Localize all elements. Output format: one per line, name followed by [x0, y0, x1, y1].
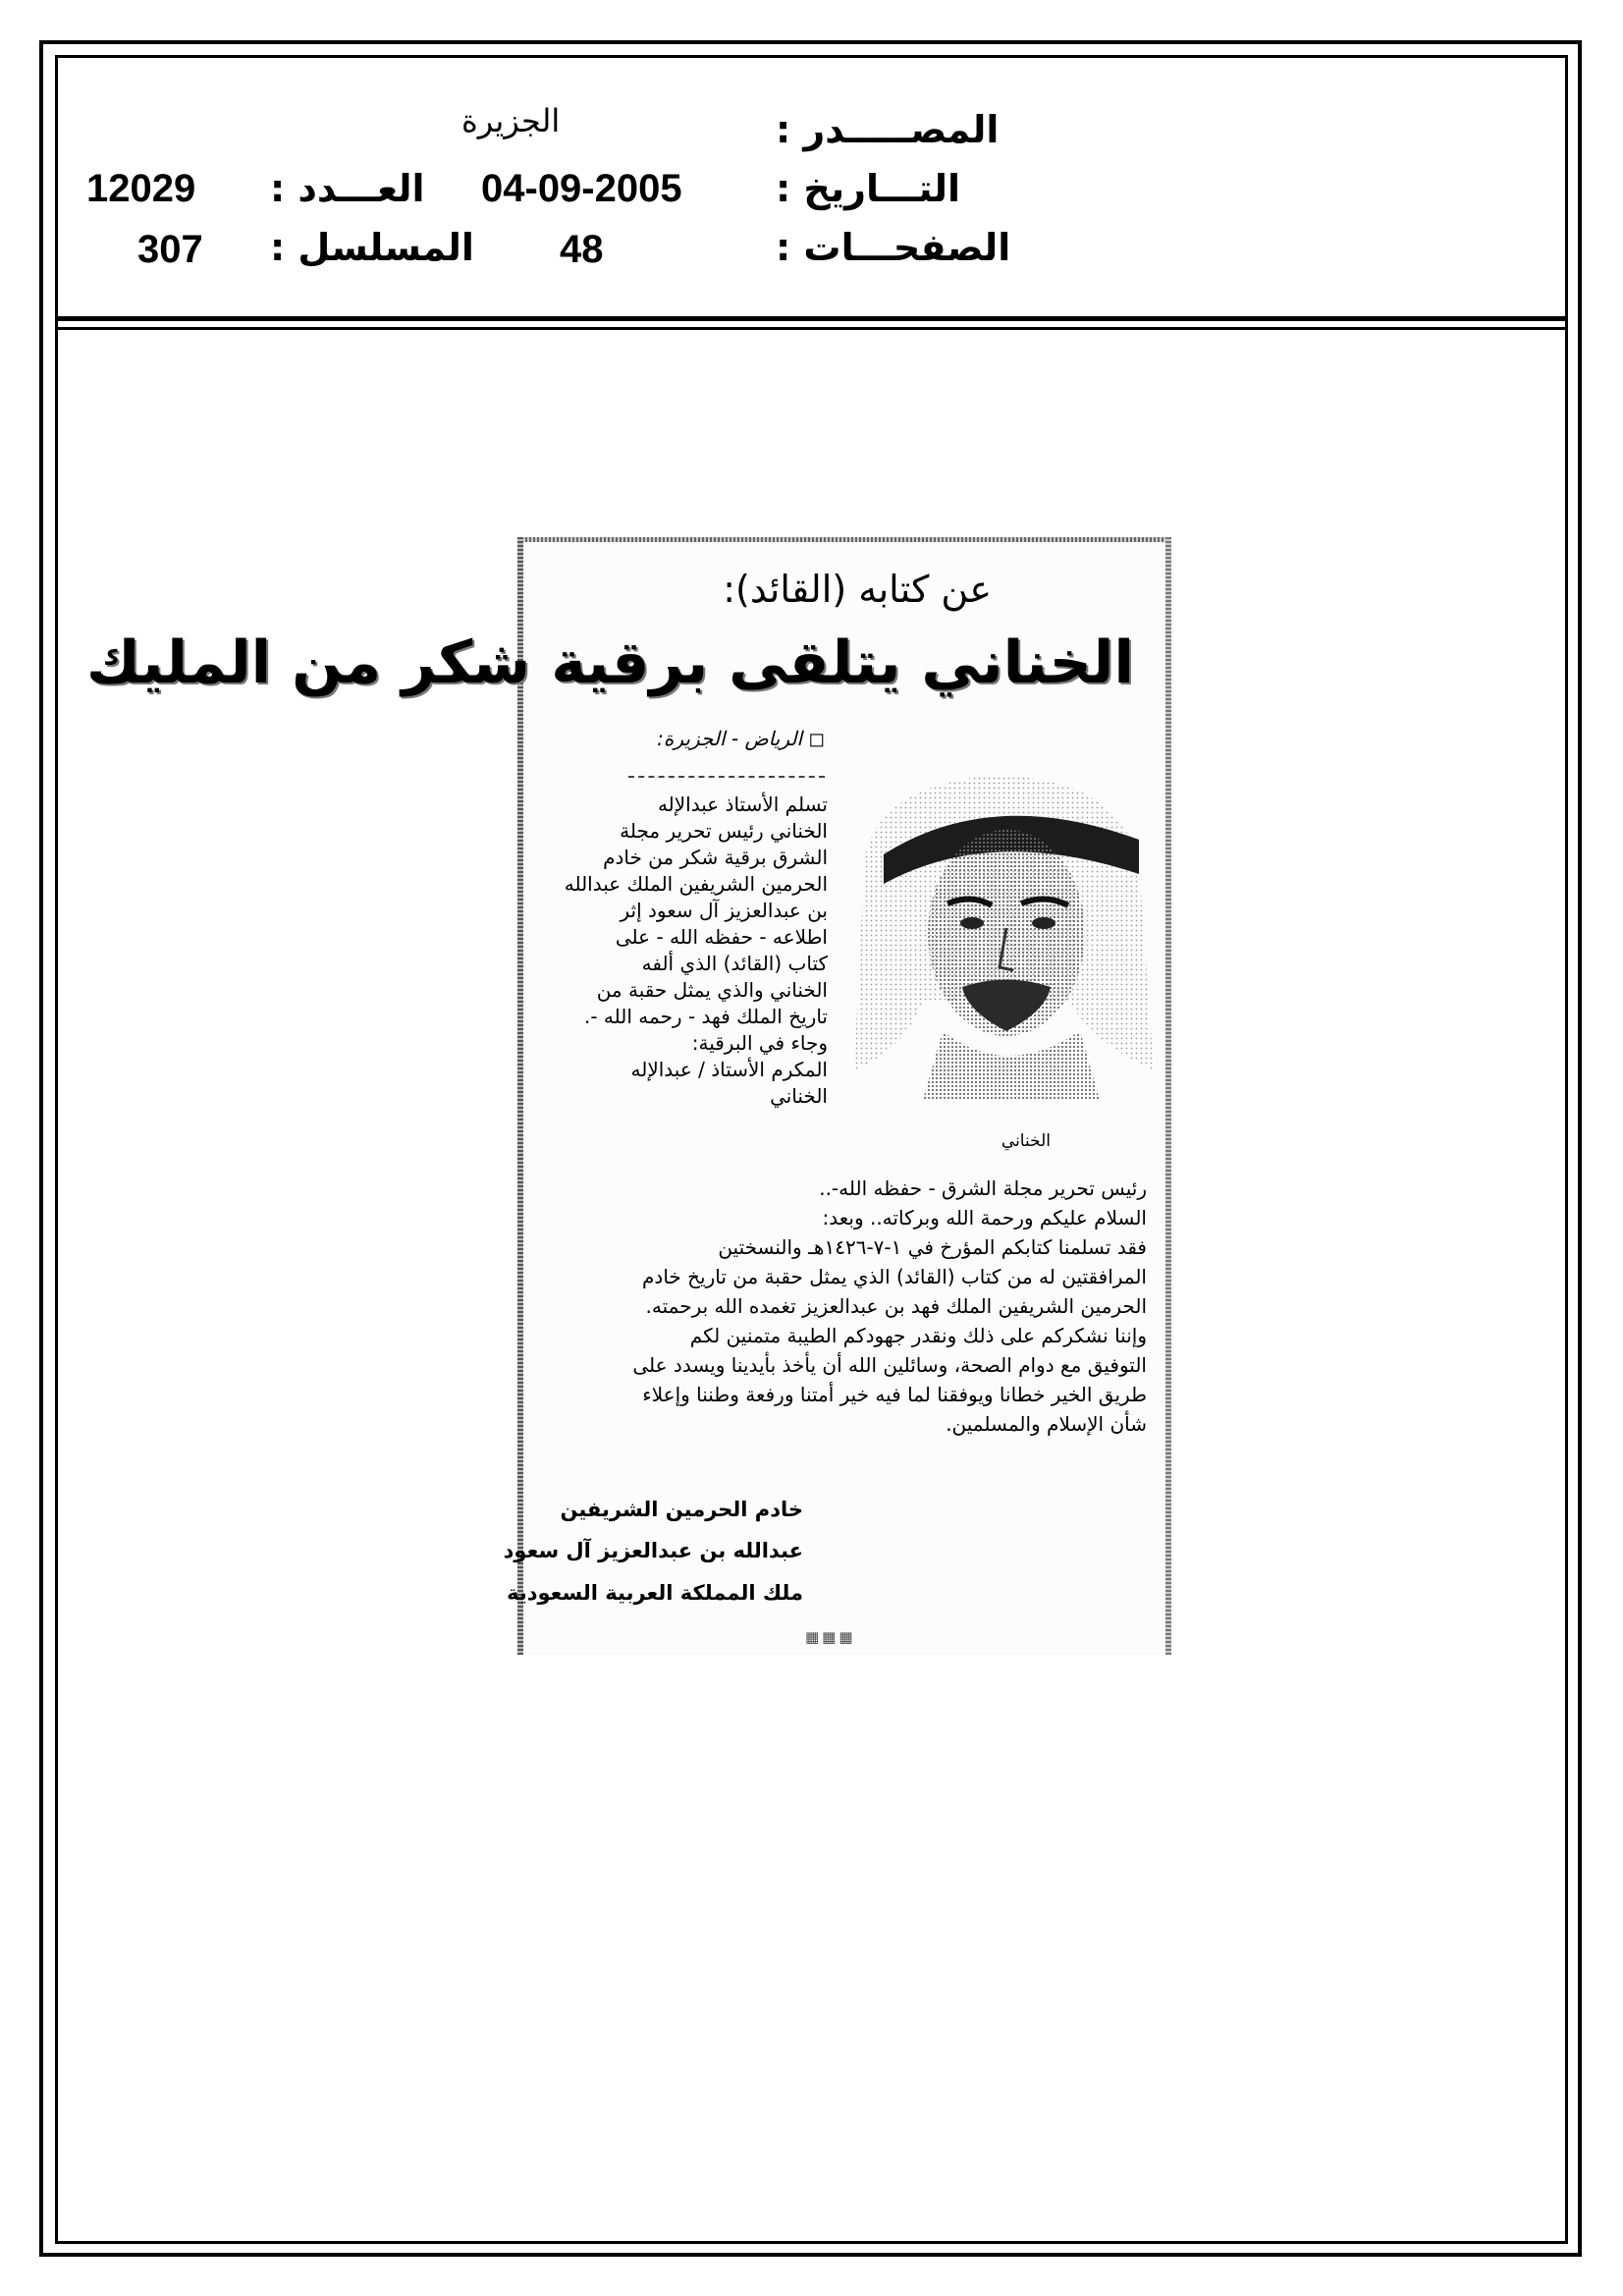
end-mark-icon: ▦▦▦ [805, 1628, 856, 1646]
dateline-rule [628, 776, 825, 778]
body-line: الحرمين الشريفين الملك عبدالله [564, 872, 828, 896]
portrait-photo [844, 746, 1154, 1100]
body-line: التوفيق مع دوام الصحة، وسائلين الله أن يأخذ بأيدينا ويسدد على [632, 1353, 1147, 1377]
body-line: الخناني والذي يمثل حقبة من [596, 978, 828, 1002]
body-line: طريق الخير خطانا ويوفقنا لما فيه خير أمتنا ورفعة وطننا وإعلاء [642, 1383, 1147, 1406]
clipping-edge-top [517, 537, 1171, 542]
body-line: فقد تسلمنا كتابكم المؤرخ في ١-٧-١٤٢٦هـ والنسختين [718, 1235, 1147, 1259]
photo-caption: الخناني [1001, 1131, 1051, 1151]
article-column [538, 792, 828, 1110]
body-line: بن عبدالعزيز آل سعود إثر [620, 899, 828, 922]
article-headline: الخناني يتلقى برقية شكر من المليك [86, 629, 1134, 697]
body-line: الشرق برقية شكر من خادم [603, 846, 828, 869]
issue-label: العـــدد : [270, 167, 425, 210]
clipping-edge-left [517, 537, 523, 1655]
body-line: الخناني [770, 1084, 828, 1108]
source-value: الجزيرة [461, 102, 561, 139]
body-line: تاريخ الملك فهد - رحمه الله -. [584, 1005, 828, 1028]
body-line: الحرمين الشريفين الملك فهد بن عبدالعزيز تغمده الله برحمته. [645, 1294, 1147, 1318]
issue-value: 12029 [86, 167, 196, 210]
pages-value: 48 [560, 228, 604, 271]
signature-line-1: خادم الحرمين الشريفين [560, 1498, 803, 1521]
body-line: وجاء في البرقية: [691, 1031, 828, 1055]
body-line: كتاب (القائد) الذي ألفه [641, 952, 828, 975]
body-line: رئيس تحرير مجلة الشرق - حفظه الله-.. [819, 1176, 1147, 1200]
serial-label: المسلسل : [270, 226, 474, 269]
body-line: اطلاعه - حفظه الله - على [615, 925, 828, 949]
header-divider-thin [55, 327, 1568, 330]
body-line: المكرم الأستاذ / عبدالإله [630, 1058, 828, 1081]
article-dateline: ◻ الرياض - الجزيرة: [657, 727, 825, 750]
article-body [538, 1174, 1147, 1439]
pages-label: الصفحـــات : [776, 226, 1011, 269]
body-line: الخناني رئيس تحرير مجلة [620, 819, 828, 843]
source-label: المصـــــدر : [776, 108, 1000, 151]
body-line: تسلم الأستاذ عبدالإله [657, 793, 828, 816]
body-line: السلام عليكم ورحمة الله وبركاته.. وبعد: [822, 1206, 1147, 1230]
signature-line-2: عبدالله بن عبدالعزيز آل سعود [503, 1539, 803, 1562]
signature-line-3: ملك المملكة العربية السعودية [507, 1581, 803, 1605]
body-line: وإننا نشكركم على ذلك ونقدر جهودكم الطيبة متمنين لكم [689, 1324, 1147, 1347]
date-label: التـــاريخ : [776, 167, 960, 210]
body-line: المرافقتين له من كتاب (القائد) الذي يمثل حقبة من تاريخ خادم [642, 1265, 1147, 1288]
date-value: 04-09-2005 [481, 167, 682, 210]
header-divider [55, 316, 1568, 321]
body-line: شأن الإسلام والمسلمين. [946, 1412, 1147, 1436]
clipping-edge-right [1165, 537, 1171, 1655]
article-kicker: عن كتابه (القائد): [723, 568, 992, 611]
serial-value: 307 [137, 228, 203, 271]
